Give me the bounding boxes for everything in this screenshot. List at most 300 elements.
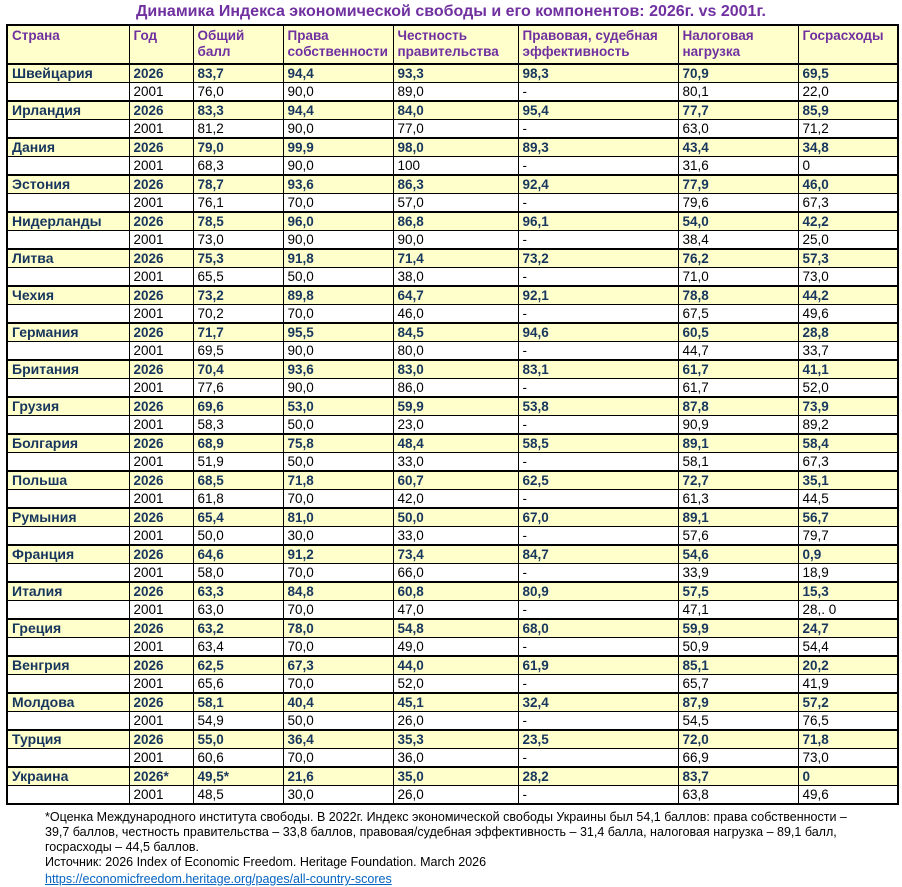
column-header: Общий балл <box>193 25 283 64</box>
score-cell: - <box>518 712 678 731</box>
score-cell: - <box>518 749 678 768</box>
country-cell: Британия <box>7 360 129 379</box>
table-row-2001 <box>7 194 898 213</box>
country-cell-empty <box>7 638 129 657</box>
score-cell: 52,0 <box>393 675 518 694</box>
score-cell: 77,6 <box>193 379 283 398</box>
score-cell: 90,0 <box>283 157 393 176</box>
score-cell: 61,3 <box>678 490 798 509</box>
year-cell: 2026 <box>129 212 193 231</box>
score-cell: 20,2 <box>798 656 898 675</box>
footnote-line-1: *Оценка Международного института свободы. В 2022г. Индекс экономической свободы Украины был 54,1 баллов: права собственности – <box>45 810 847 824</box>
year-cell: 2001 <box>129 231 193 250</box>
score-cell: 96,0 <box>283 212 393 231</box>
table-row-2001 <box>7 786 898 805</box>
score-cell: 18,9 <box>798 564 898 583</box>
score-cell: 53,8 <box>518 397 678 416</box>
country-cell: Франция <box>7 545 129 564</box>
score-cell: 67,3 <box>283 656 393 675</box>
table-row-2001 <box>7 453 898 472</box>
score-cell: 41,1 <box>798 360 898 379</box>
table-row-2001 <box>7 268 898 287</box>
score-cell: 35,1 <box>798 471 898 490</box>
country-cell-empty <box>7 379 129 398</box>
score-cell: 68,9 <box>193 434 283 453</box>
country-cell-empty <box>7 120 129 139</box>
score-cell: 26,0 <box>393 786 518 805</box>
score-cell: 25,0 <box>798 231 898 250</box>
score-cell: 95,5 <box>283 323 393 342</box>
score-cell: 36,0 <box>393 749 518 768</box>
country-cell-empty <box>7 749 129 768</box>
score-cell: 90,0 <box>283 83 393 102</box>
score-cell: 93,6 <box>283 360 393 379</box>
score-cell: 58,1 <box>193 693 283 712</box>
score-cell: 67,3 <box>798 194 898 213</box>
score-cell: 83,7 <box>678 767 798 786</box>
table-row-2026 <box>7 397 898 416</box>
score-cell: 62,5 <box>193 656 283 675</box>
year-cell: 2026 <box>129 545 193 564</box>
score-cell: 79,6 <box>678 194 798 213</box>
score-cell: 67,5 <box>678 305 798 324</box>
score-cell: 58,4 <box>798 434 898 453</box>
score-cell: 89,0 <box>393 83 518 102</box>
country-cell-empty <box>7 416 129 435</box>
year-cell: 2001 <box>129 601 193 620</box>
score-cell: 73,0 <box>798 749 898 768</box>
page <box>0 2 902 887</box>
score-cell: 83,0 <box>393 360 518 379</box>
score-cell: 70,4 <box>193 360 283 379</box>
country-cell: Украина <box>7 767 129 786</box>
country-cell-empty <box>7 453 129 472</box>
score-cell: - <box>518 564 678 583</box>
country-cell: Венгрия <box>7 656 129 675</box>
table-row-2001 <box>7 601 898 620</box>
score-cell: 61,9 <box>518 656 678 675</box>
country-cell-empty <box>7 157 129 176</box>
country-cell: Эстония <box>7 175 129 194</box>
score-cell: 70,0 <box>283 638 393 657</box>
score-cell: 44,7 <box>678 342 798 361</box>
year-cell: 2026 <box>129 360 193 379</box>
score-cell: 78,0 <box>283 619 393 638</box>
table-row-2026 <box>7 582 898 601</box>
score-cell: 68,5 <box>193 471 283 490</box>
country-cell: Нидерланды <box>7 212 129 231</box>
table-row-2001 <box>7 157 898 176</box>
table-row-2026 <box>7 323 898 342</box>
score-cell: 54,9 <box>193 712 283 731</box>
score-cell: 49,6 <box>798 786 898 805</box>
table-row-2001 <box>7 749 898 768</box>
score-cell: 33,9 <box>678 564 798 583</box>
year-cell: 2001 <box>129 416 193 435</box>
score-cell: 92,4 <box>518 175 678 194</box>
table-body <box>7 64 898 804</box>
score-cell: 89,1 <box>678 434 798 453</box>
table-row-2001 <box>7 342 898 361</box>
score-cell: 28,2 <box>518 767 678 786</box>
score-cell: 57,6 <box>678 527 798 546</box>
score-cell: 38,4 <box>678 231 798 250</box>
table-row-2026 <box>7 545 898 564</box>
column-header: Госрасходы <box>798 25 898 64</box>
score-cell: 63,8 <box>678 786 798 805</box>
country-cell-empty <box>7 342 129 361</box>
score-cell: 94,4 <box>283 101 393 120</box>
score-cell: 70,2 <box>193 305 283 324</box>
score-cell: 50,0 <box>393 508 518 527</box>
country-cell-empty <box>7 83 129 102</box>
score-cell: - <box>518 342 678 361</box>
score-cell: 49,0 <box>393 638 518 657</box>
year-cell: 2026 <box>129 471 193 490</box>
score-cell: 94,4 <box>283 64 393 83</box>
country-cell-empty <box>7 305 129 324</box>
country-cell: Греция <box>7 619 129 638</box>
score-cell: 35,3 <box>393 730 518 749</box>
score-cell: 54,4 <box>798 638 898 657</box>
score-cell: 57,3 <box>798 249 898 268</box>
year-cell: 2026 <box>129 434 193 453</box>
score-cell: 63,0 <box>678 120 798 139</box>
score-cell: - <box>518 379 678 398</box>
score-cell: - <box>518 305 678 324</box>
score-cell: 89,1 <box>678 508 798 527</box>
score-cell: 42,0 <box>393 490 518 509</box>
score-cell: 32,4 <box>518 693 678 712</box>
year-cell: 2001 <box>129 675 193 694</box>
score-cell: - <box>518 416 678 435</box>
table-header <box>7 25 898 64</box>
year-cell: 2001 <box>129 638 193 657</box>
table-row-2026 <box>7 175 898 194</box>
year-cell: 2001 <box>129 786 193 805</box>
score-cell: 58,3 <box>193 416 283 435</box>
score-cell: 90,0 <box>283 120 393 139</box>
score-cell: 23,0 <box>393 416 518 435</box>
table-row-2001 <box>7 712 898 731</box>
score-cell: 76,1 <box>193 194 283 213</box>
country-cell-empty <box>7 786 129 805</box>
year-cell: 2026 <box>129 619 193 638</box>
score-cell: 70,0 <box>283 194 393 213</box>
score-cell: 89,8 <box>283 286 393 305</box>
score-cell: 76,0 <box>193 83 283 102</box>
score-cell: 70,9 <box>678 64 798 83</box>
score-cell: 76,5 <box>798 712 898 731</box>
score-cell: 42,2 <box>798 212 898 231</box>
year-cell: 2001 <box>129 194 193 213</box>
table-row-2001 <box>7 638 898 657</box>
score-cell: - <box>518 453 678 472</box>
year-cell: 2026 <box>129 138 193 157</box>
score-cell: 69,5 <box>798 64 898 83</box>
table-row-2026 <box>7 249 898 268</box>
score-cell: 98,0 <box>393 138 518 157</box>
column-header: Налоговая нагрузка <box>678 25 798 64</box>
table-row-2001 <box>7 305 898 324</box>
score-cell: 79,7 <box>798 527 898 546</box>
score-cell: 52,0 <box>798 379 898 398</box>
table-row-2026 <box>7 619 898 638</box>
score-cell: 54,8 <box>393 619 518 638</box>
score-cell: 0 <box>798 157 898 176</box>
score-cell: - <box>518 194 678 213</box>
score-cell: 72,7 <box>678 471 798 490</box>
score-cell: 91,2 <box>283 545 393 564</box>
score-cell: 61,7 <box>678 360 798 379</box>
country-cell-empty <box>7 231 129 250</box>
country-cell-empty <box>7 268 129 287</box>
score-cell: - <box>518 268 678 287</box>
score-cell: 40,4 <box>283 693 393 712</box>
score-cell: 90,0 <box>283 379 393 398</box>
score-cell: 91,8 <box>283 249 393 268</box>
score-cell: 83,3 <box>193 101 283 120</box>
table-row-2026 <box>7 101 898 120</box>
score-cell: 57,2 <box>798 693 898 712</box>
score-cell: 58,1 <box>678 453 798 472</box>
score-cell: 57,5 <box>678 582 798 601</box>
year-cell: 2001 <box>129 527 193 546</box>
year-cell: 2026* <box>129 767 193 786</box>
score-cell: 46,0 <box>798 175 898 194</box>
score-cell: 86,3 <box>393 175 518 194</box>
year-cell: 2001 <box>129 120 193 139</box>
score-cell: 35,0 <box>393 767 518 786</box>
score-cell: 61,8 <box>193 490 283 509</box>
score-cell: 84,8 <box>283 582 393 601</box>
score-cell: 77,0 <box>393 120 518 139</box>
score-cell: 61,7 <box>678 379 798 398</box>
footnote-line-3: госрасходы – 44,5 баллов. <box>45 840 200 854</box>
country-cell: Молдова <box>7 693 129 712</box>
table-row-2001 <box>7 564 898 583</box>
score-cell: 33,0 <box>393 453 518 472</box>
score-cell: 84,0 <box>393 101 518 120</box>
score-cell: 86,8 <box>393 212 518 231</box>
country-cell-empty <box>7 527 129 546</box>
score-cell: 77,7 <box>678 101 798 120</box>
country-cell: Румыния <box>7 508 129 527</box>
score-cell: 70,0 <box>283 490 393 509</box>
score-cell: 60,7 <box>393 471 518 490</box>
economic-freedom-index-table <box>6 24 899 805</box>
score-cell: - <box>518 120 678 139</box>
page-title: Динамика Индекса экономической свободы и его компонентов: 2026г. vs 2001г. <box>136 3 766 20</box>
table-row-2026 <box>7 360 898 379</box>
year-cell: 2026 <box>129 397 193 416</box>
country-cell-empty <box>7 601 129 620</box>
score-cell: 79,0 <box>193 138 283 157</box>
score-cell: 100 <box>393 157 518 176</box>
score-cell: 58,0 <box>193 564 283 583</box>
score-cell: 15,3 <box>798 582 898 601</box>
score-cell: 96,1 <box>518 212 678 231</box>
year-cell: 2026 <box>129 64 193 83</box>
score-cell: 60,8 <box>393 582 518 601</box>
score-cell: 93,6 <box>283 175 393 194</box>
score-cell: 83,1 <box>518 360 678 379</box>
score-cell: 54,0 <box>678 212 798 231</box>
header-row <box>7 25 898 64</box>
footnote-line-2: 39,7 баллов, честность правительства – 33,8 баллов, правовая/судебная эффективность – 31,4 балла, налоговая нагрузка – 89,1 балл, <box>45 825 837 839</box>
score-cell: 89,3 <box>518 138 678 157</box>
year-cell: 2026 <box>129 175 193 194</box>
score-cell: 65,4 <box>193 508 283 527</box>
country-cell: Швейцария <box>7 64 129 83</box>
score-cell: 53,0 <box>283 397 393 416</box>
table-row-2026 <box>7 767 898 786</box>
score-cell: 94,6 <box>518 323 678 342</box>
year-cell: 2001 <box>129 564 193 583</box>
score-cell: 33,7 <box>798 342 898 361</box>
year-cell: 2001 <box>129 305 193 324</box>
year-cell: 2026 <box>129 693 193 712</box>
score-cell: 77,9 <box>678 175 798 194</box>
score-cell: 66,9 <box>678 749 798 768</box>
score-cell: 73,2 <box>193 286 283 305</box>
score-cell: 83,7 <box>193 64 283 83</box>
score-cell: 92,1 <box>518 286 678 305</box>
score-cell: 75,3 <box>193 249 283 268</box>
year-cell: 2026 <box>129 323 193 342</box>
table-row-2001 <box>7 490 898 509</box>
score-cell: 64,7 <box>393 286 518 305</box>
score-cell: 71,0 <box>678 268 798 287</box>
score-cell: 0,9 <box>798 545 898 564</box>
score-cell: 70,0 <box>283 601 393 620</box>
score-cell: 68,0 <box>518 619 678 638</box>
score-cell: 65,5 <box>193 268 283 287</box>
score-cell: 30,0 <box>283 527 393 546</box>
score-cell: 69,6 <box>193 397 283 416</box>
score-cell: 67,0 <box>518 508 678 527</box>
score-cell: 62,5 <box>518 471 678 490</box>
score-cell: 71,7 <box>193 323 283 342</box>
score-cell: 86,0 <box>393 379 518 398</box>
table-row-2001 <box>7 527 898 546</box>
score-cell: 56,7 <box>798 508 898 527</box>
year-cell: 2001 <box>129 268 193 287</box>
score-cell: 73,9 <box>798 397 898 416</box>
score-cell: 47,0 <box>393 601 518 620</box>
score-cell: 63,3 <box>193 582 283 601</box>
score-cell: 50,0 <box>193 527 283 546</box>
country-cell: Турция <box>7 730 129 749</box>
score-cell: 48,5 <box>193 786 283 805</box>
score-cell: 95,4 <box>518 101 678 120</box>
table-row-2026 <box>7 508 898 527</box>
score-cell: 49,5* <box>193 767 283 786</box>
year-cell: 2001 <box>129 490 193 509</box>
score-cell: 70,0 <box>283 305 393 324</box>
score-cell: 50,0 <box>283 268 393 287</box>
score-cell: 80,0 <box>393 342 518 361</box>
score-cell: 73,0 <box>193 231 283 250</box>
score-cell: 21,6 <box>283 767 393 786</box>
country-cell-empty <box>7 675 129 694</box>
score-cell: 36,4 <box>283 730 393 749</box>
year-cell: 2026 <box>129 656 193 675</box>
score-cell: - <box>518 675 678 694</box>
year-cell: 2001 <box>129 342 193 361</box>
score-cell: - <box>518 157 678 176</box>
score-cell: 28,. 0 <box>798 601 898 620</box>
score-cell: 44,2 <box>798 286 898 305</box>
score-cell: 24,7 <box>798 619 898 638</box>
score-cell: 90,0 <box>283 231 393 250</box>
score-cell: 73,4 <box>393 545 518 564</box>
score-cell: 46,0 <box>393 305 518 324</box>
score-cell: 55,0 <box>193 730 283 749</box>
score-cell: 38,0 <box>393 268 518 287</box>
table-row-2026 <box>7 286 898 305</box>
score-cell: - <box>518 527 678 546</box>
score-cell: 63,0 <box>193 601 283 620</box>
score-cell: 0 <box>798 767 898 786</box>
score-cell: 26,0 <box>393 712 518 731</box>
table-row-2001 <box>7 675 898 694</box>
source-link[interactable]: https://economicfreedom.heritage.org/pages/all-country-scores <box>45 872 392 886</box>
score-cell: 71,8 <box>283 471 393 490</box>
score-cell: 81,2 <box>193 120 283 139</box>
score-cell: 63,2 <box>193 619 283 638</box>
score-cell: 66,0 <box>393 564 518 583</box>
year-cell: 2026 <box>129 101 193 120</box>
country-cell-empty <box>7 564 129 583</box>
column-header: Год <box>129 25 193 64</box>
table-row-2026 <box>7 471 898 490</box>
column-header: Правовая, судебная эффективность <box>518 25 678 64</box>
score-cell: 73,0 <box>798 268 898 287</box>
score-cell: 57,0 <box>393 194 518 213</box>
year-cell: 2001 <box>129 712 193 731</box>
score-cell: 31,6 <box>678 157 798 176</box>
score-cell: 90,0 <box>283 342 393 361</box>
column-header: Честность правительства <box>393 25 518 64</box>
score-cell: 50,0 <box>283 416 393 435</box>
source-line: Источник: 2026 Index of Economic Freedom. Heritage Foundation. March 2026 <box>45 855 487 869</box>
score-cell: 28,8 <box>798 323 898 342</box>
year-cell: 2026 <box>129 508 193 527</box>
score-cell: 59,9 <box>393 397 518 416</box>
country-cell: Польша <box>7 471 129 490</box>
table-row-2026 <box>7 656 898 675</box>
score-cell: 44,5 <box>798 490 898 509</box>
table-row-2026 <box>7 693 898 712</box>
score-cell: 34,8 <box>798 138 898 157</box>
country-cell: Германия <box>7 323 129 342</box>
country-cell: Ирландия <box>7 101 129 120</box>
table-row-2026 <box>7 434 898 453</box>
year-cell: 2026 <box>129 249 193 268</box>
score-cell: 70,0 <box>283 675 393 694</box>
table-row-2026 <box>7 64 898 83</box>
table-row-2001 <box>7 379 898 398</box>
footnote <box>45 810 880 887</box>
score-cell: 30,0 <box>283 786 393 805</box>
country-cell: Италия <box>7 582 129 601</box>
score-cell: 87,8 <box>678 397 798 416</box>
score-cell: 78,8 <box>678 286 798 305</box>
score-cell: 84,7 <box>518 545 678 564</box>
year-cell: 2001 <box>129 453 193 472</box>
score-cell: 50,0 <box>283 453 393 472</box>
